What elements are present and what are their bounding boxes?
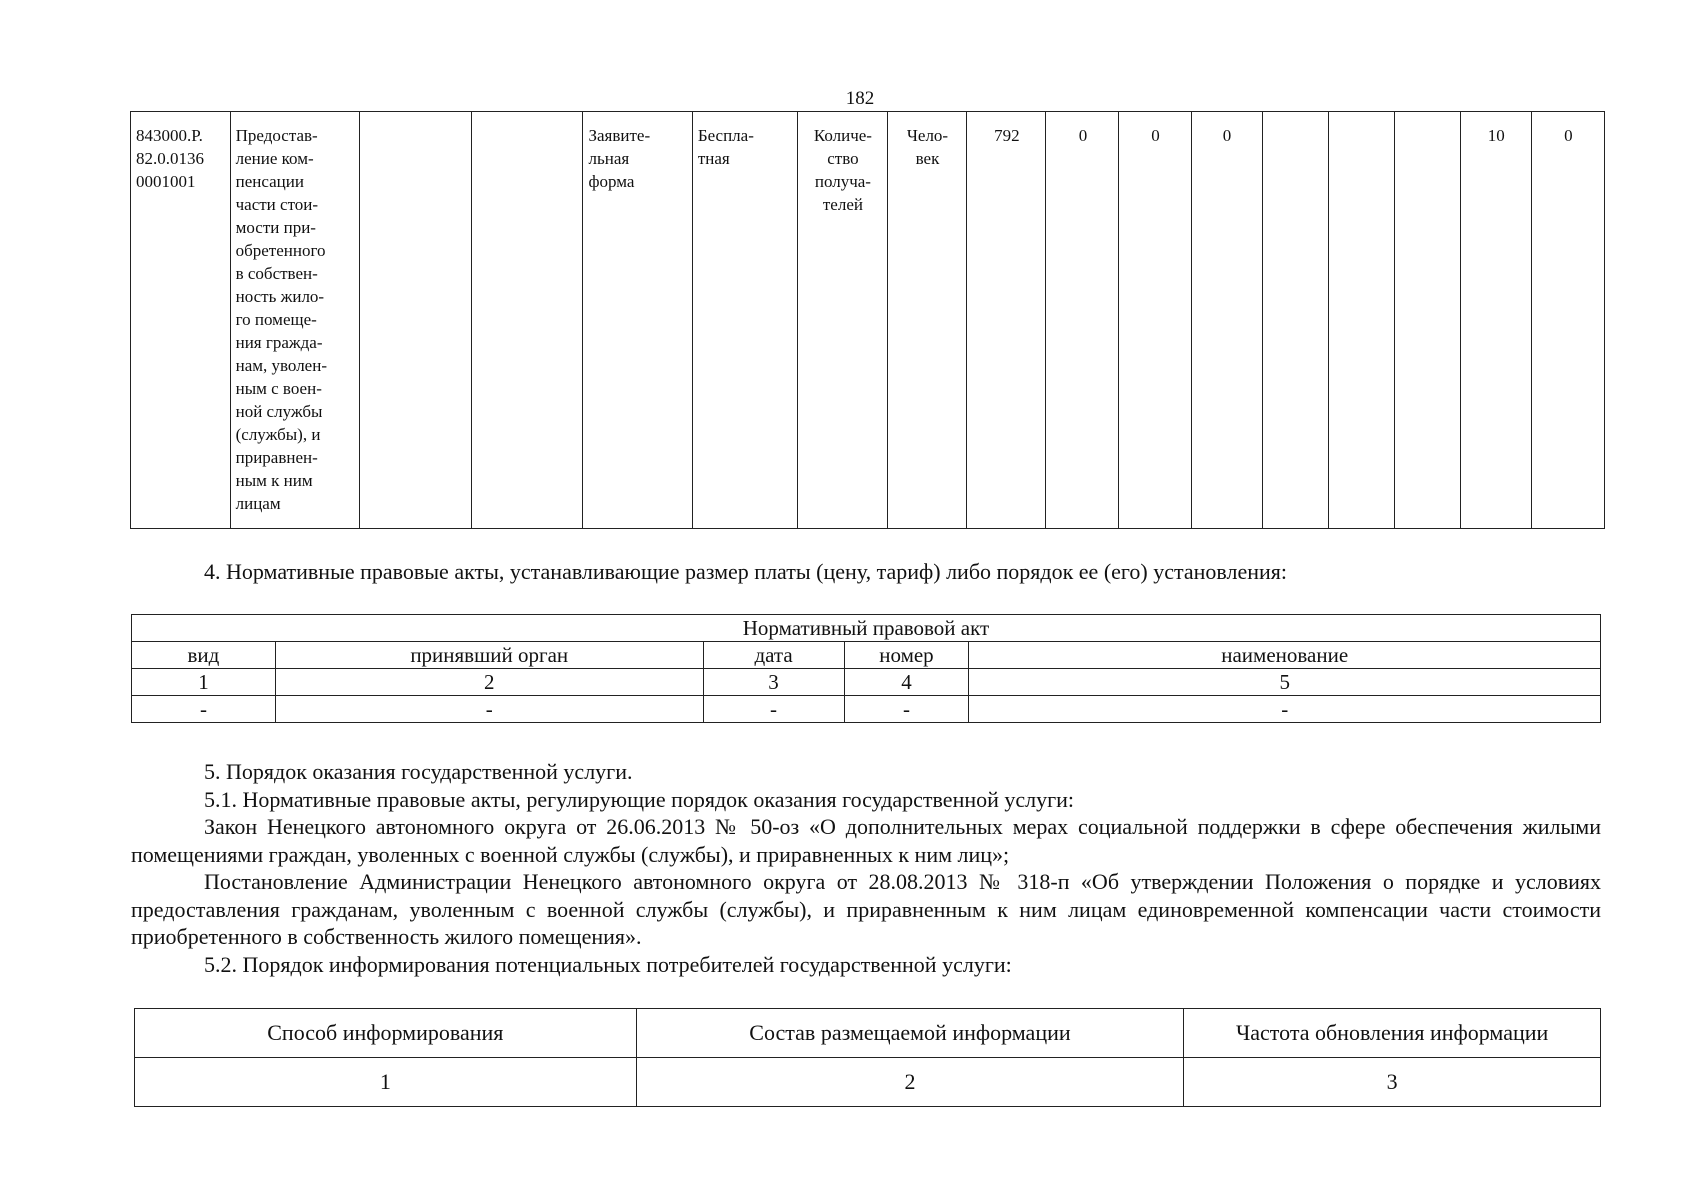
column-header: Способ информирования xyxy=(135,1009,637,1058)
column-header: Состав размещаемой информации xyxy=(636,1009,1184,1058)
unit-cell xyxy=(887,112,967,529)
value-cell: 0 xyxy=(1191,112,1262,529)
section-5-2-heading: 5.2. Порядок информирования потенциальных потребителей государственной услуги: xyxy=(204,951,1012,977)
description-line: в собствен- xyxy=(235,264,318,283)
form-line: форма xyxy=(588,172,635,191)
form-cell xyxy=(583,112,692,529)
section-5-1-heading: 5.1. Нормативные правовые акты, регулирующие порядок оказания государственной услуги: xyxy=(204,786,1075,812)
table-row xyxy=(132,615,1601,642)
service-code-line: 843000.Р. xyxy=(136,126,203,145)
description-line: приравнен- xyxy=(235,448,318,467)
table-row xyxy=(132,696,1601,723)
column-header: дата xyxy=(703,642,844,669)
form-line: льная xyxy=(588,149,630,168)
description-line: части стои- xyxy=(235,195,319,214)
dash-cell: - xyxy=(844,696,969,723)
indicator-line: Количе- xyxy=(813,126,872,145)
column-number: 2 xyxy=(275,669,703,696)
law-paragraph: Закон Ненецкого автономного округа от 26.06.2013 № 50-оз «О дополнительных мерах социальной поддержки в сфере обеспечения жилыми помещениями граждан, уволенных с военной службы (службы), и приравненных к ним лиц»; xyxy=(131,814,1601,867)
description-line: ление ком- xyxy=(235,149,314,168)
description-line: (службы), и xyxy=(235,425,321,444)
column-header: вид xyxy=(132,642,276,669)
dash-cell: - xyxy=(703,696,844,723)
description-line: ность жило- xyxy=(235,287,325,306)
empty-cell xyxy=(1328,112,1394,529)
description-line: го помеще- xyxy=(235,310,317,329)
table-row xyxy=(135,1058,1601,1107)
column-number: 1 xyxy=(135,1058,637,1107)
service-code-cell xyxy=(131,112,231,529)
column-number: 1 xyxy=(132,669,276,696)
section-5-text xyxy=(131,758,1601,978)
payment-line: Беспла- xyxy=(697,126,754,145)
dash-cell: - xyxy=(132,696,276,723)
indicator-line: получа- xyxy=(814,172,871,191)
section-5-heading: 5. Порядок оказания государственной услуги. xyxy=(204,759,633,784)
dash-cell: - xyxy=(969,696,1601,723)
description-line: Предостав- xyxy=(235,126,318,145)
description-line: ния гражда- xyxy=(235,333,323,352)
service-description-cell xyxy=(230,112,359,529)
column-number: 3 xyxy=(1184,1058,1601,1107)
legal-acts-fee-table xyxy=(131,614,1601,723)
indicator-cell xyxy=(798,112,888,529)
column-number: 3 xyxy=(703,669,844,696)
empty-cell xyxy=(472,112,583,529)
column-header: номер xyxy=(844,642,969,669)
empty-cell xyxy=(1262,112,1328,529)
column-number: 5 xyxy=(969,669,1601,696)
column-number: 4 xyxy=(844,669,969,696)
column-number: 2 xyxy=(636,1058,1184,1107)
service-code-line: 0001001 xyxy=(136,172,196,191)
unit-line: век xyxy=(915,149,940,168)
table-row xyxy=(132,642,1601,669)
description-line: ным к ним xyxy=(235,471,313,490)
section-4-heading: 4. Нормативные правовые акты, устанавливающие размер платы (цену, тариф) либо порядок ее (его) установления: xyxy=(204,559,1288,584)
table-row xyxy=(132,669,1601,696)
table-title: Нормативный правовой акт xyxy=(132,615,1601,642)
description-line: ной службы xyxy=(235,402,323,421)
description-line: нам, уволен- xyxy=(235,356,327,375)
table-row xyxy=(135,1009,1601,1058)
unit-line: Чело- xyxy=(906,126,949,145)
description-line: лицам xyxy=(235,494,281,513)
table-row xyxy=(131,112,1605,529)
indicator-line: ство xyxy=(827,149,859,168)
value-cell: 0 xyxy=(1119,112,1191,529)
empty-cell xyxy=(360,112,472,529)
payment-line: тная xyxy=(697,149,730,168)
description-line: мости при- xyxy=(235,218,316,237)
value-cell: 0 xyxy=(1046,112,1119,529)
value-cell: 792 xyxy=(967,112,1046,529)
informing-table xyxy=(134,1008,1601,1107)
dash-cell: - xyxy=(275,696,703,723)
column-header: принявший орган xyxy=(275,642,703,669)
empty-cell xyxy=(1394,112,1460,529)
service-indicators-table xyxy=(130,111,1605,529)
indicator-line: телей xyxy=(822,195,863,214)
decree-paragraph: Постановление Администрации Ненецкого автономного округа от 28.08.2013 № 318-п «Об утверждении Положения о порядке и условиях предоставления гражданам, уволенным с военной службы (службы), и приравненным к ним лицам единовременной компенсации части стоимости приобретенного в собственность жилого помещения». xyxy=(131,869,1601,949)
column-header: наименование xyxy=(969,642,1601,669)
form-line: Заявите- xyxy=(588,126,651,145)
value-cell: 10 xyxy=(1460,112,1531,529)
description-line: пенсации xyxy=(235,172,304,191)
description-line: ным с воен- xyxy=(235,379,322,398)
service-code-line: 82.0.0136 xyxy=(136,149,204,168)
payment-cell xyxy=(692,112,797,529)
column-header: Частота обновления информации xyxy=(1184,1009,1601,1058)
page-number: 182 xyxy=(845,88,875,109)
value-cell: 0 xyxy=(1531,112,1604,529)
description-line: обретенного xyxy=(235,241,326,260)
